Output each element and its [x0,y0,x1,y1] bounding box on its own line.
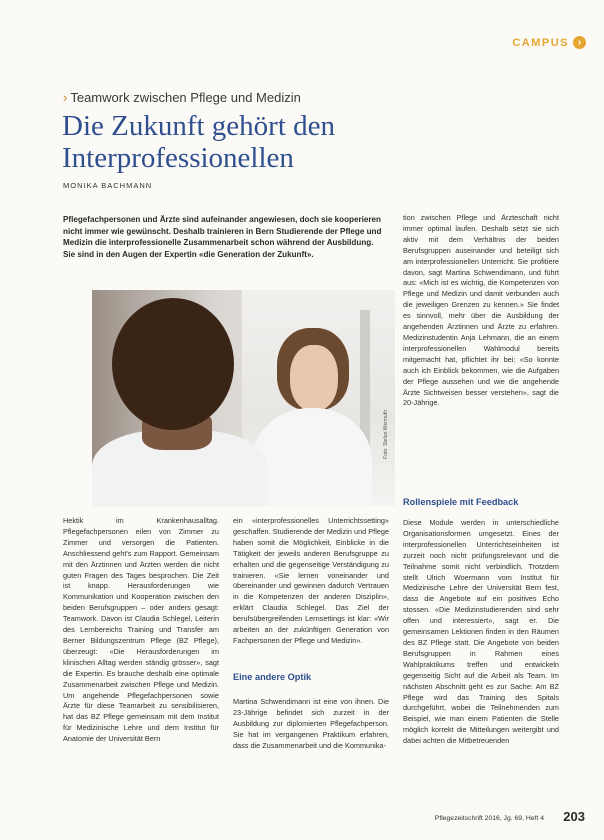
section-label: CAMPUS [512,36,569,49]
section-tag [512,36,586,49]
photo-credit: Foto: Stefan Wermuth [383,410,389,459]
chevron-circle-icon: › [573,36,586,49]
subheading: Eine andere Optik [233,672,312,682]
body-text: tion zwischen Pflege und Ärzteschaft nicht immer optimal laufen. Deshalb setzt sie sich aktiv mit dem Verhältnis der beiden Berufsgruppen auseinander und beteiligt sich am interprofessionellen Unterricht. Sie profitiere davon, sagt Martina Schwendimann, und führt aus: «Mich ist es wichtig, die Kompetenzen von Pflege und Medizin und damit verbunden auch die jeweiligen Grenzen zu kennen.» Sie findet es sinnvoll, mehr über die Ausbildung der angehenden Ärztinnen und Ärzte zu erfahren. Medizinstudentin Anja Lehmann, die an einem interprofessionellen Wahlmodul bereits mitgemacht hat, pflichtet ihr bei: «So konnte auch ich Einblick bekommen, wie die Aufgaben der Pflege aussehen und wie die angehende Ärzte Sichtweisen besser verstehen», sagt die 20-Jährige. [403,213,559,408]
article-photo [92,290,395,506]
page-number: 203 [563,809,585,824]
body-text: ein «interprofessionelles Unterrichtssetting» geschaffen. Studierende der Medizin und Pflege haben somit die Möglichkeit, Einblicke in die Tätigkeit der jeweils anderen Berufsgruppe zu erhalten und die gegenseitige Verständigung zu trainieren. «Sie lernen voneinander und übereinander und gewinnen dadurch Vertrauen in die Kompetenzen der anderen Disziplin», erklärt Claudia Schlegel. Das Ziel der berufsübergreifenden Lernsettings ist klar: «Wir arbeiten an der zukünftigen Generation von Fachpersonen der Pflege und Medizin». [233,516,389,645]
article-title: Die Zukunft gehört den Interprofessionellen [62,110,336,174]
body-column-2 [233,516,389,647]
body-column-3-continued [403,518,559,794]
article-author: MONIKA BACHMANN [63,181,153,190]
body-column-1 [63,516,219,792]
body-column-2-continued [233,697,389,792]
chevron-right-icon: › [63,90,68,105]
body-text: Martina Schwendimann ist eine von ihnen. Die 23-Jährige befindet sich zurzeit in der Ausbildung zur diplomierten Pflegefachperson. Sie hat im vergangenen Praktikum erfahren, dass die Zusammenarbeit und die Kommunika- [233,697,389,750]
body-text: Hektik im Krankenhausalltag. Pflegefachpersonen eilen von Zimmer zu Zimmer und versorgen die Patienten. Anschliessend geht's zum Rapport. Gemeinsam mit den Ärztinnen und Ärzten werden die nicht guten Fragen des Tages besprochen. Die Zeit ist knapp. Herausforderungen wie Kommunikation und Kooperation zwischen den beiden Berufsgruppen – oder anders gesagt: Teamwork. Davon ist Claudia Schlegel, Leiterin des Lernbereichs Training und Transfer am Berner Bildungszentrum Pflege (BZ Pflege), überzeugt: «Die Herausforderungen im klinischen Alltag werden ständig grösser», sagt die Expertin. Es brauche deshalb eine optimale Zusammenarbeit zwischen Pflege und Medizin. Um angehende Pflegefachpersonen sowie Ärzte für diese Teamarbeit zu sensibilisieren, hat das BZ Pflege gemeinsam mit dem Institut für Medizinische Lehre und dem Institut für Anatomie der Universität Bern [63,516,219,744]
kicker-text: Teamwork zwischen Pflege und Medizin [70,90,301,105]
journal-reference: Pflegezeitschrift 2016, Jg. 69, Heft 4 [434,815,544,822]
article-lead: Pflegefachpersonen und Ärzte sind aufeinander angewiesen, doch sie kooperieren nicht immer wie gewünscht. Deshalb trainieren in Bern Studierende der Pflege und Medizin die interprofessionelle Zusammenarbeit schon während der Ausbildung. Sie sind in den Augen der Expertin «die Generation der Zukunft». [63,215,382,259]
body-text: Diese Module werden in unterschiedliche Organisationsformen umgesetzt. Eines der interprofessionellen Unterrichtseinheiten ist zurzeit noch nicht prüfungsrelevant und die Teilnahme somit nicht verbindlich. Trotzdem stellt Ulrich Woermann vom Institut für Medizinische Lehre der Universität Bern fest, dass die Angebote auf ein positives Echo stossen. «Die Medizinstudierenden sind sehr offen und interessiert», sagt er. Die gemeinsamen Lektionen finden in den Räumen des BZ Pflege statt. Die Angebote von beiden Berufsgruppen in Rahmen eines Wahlpraktikums treffen und entwickeln gegenseitig Sicht auf die Arbeit als Team. Im nächsten Abschnitt geht es zur Sache: Am BZ Pflege wird das Training des Spitals durchgeführt, wobei die Teilnehmenden zum Beispiel, wie man einem Patienten die Stelle möglich korrekt die Mitteilungen weitergibt und dabei achten die Mitbetreuenden [403,518,559,746]
article-kicker [63,90,301,105]
body-column-3 [403,213,559,479]
subheading: Rollenspiele mit Feedback [403,497,519,507]
